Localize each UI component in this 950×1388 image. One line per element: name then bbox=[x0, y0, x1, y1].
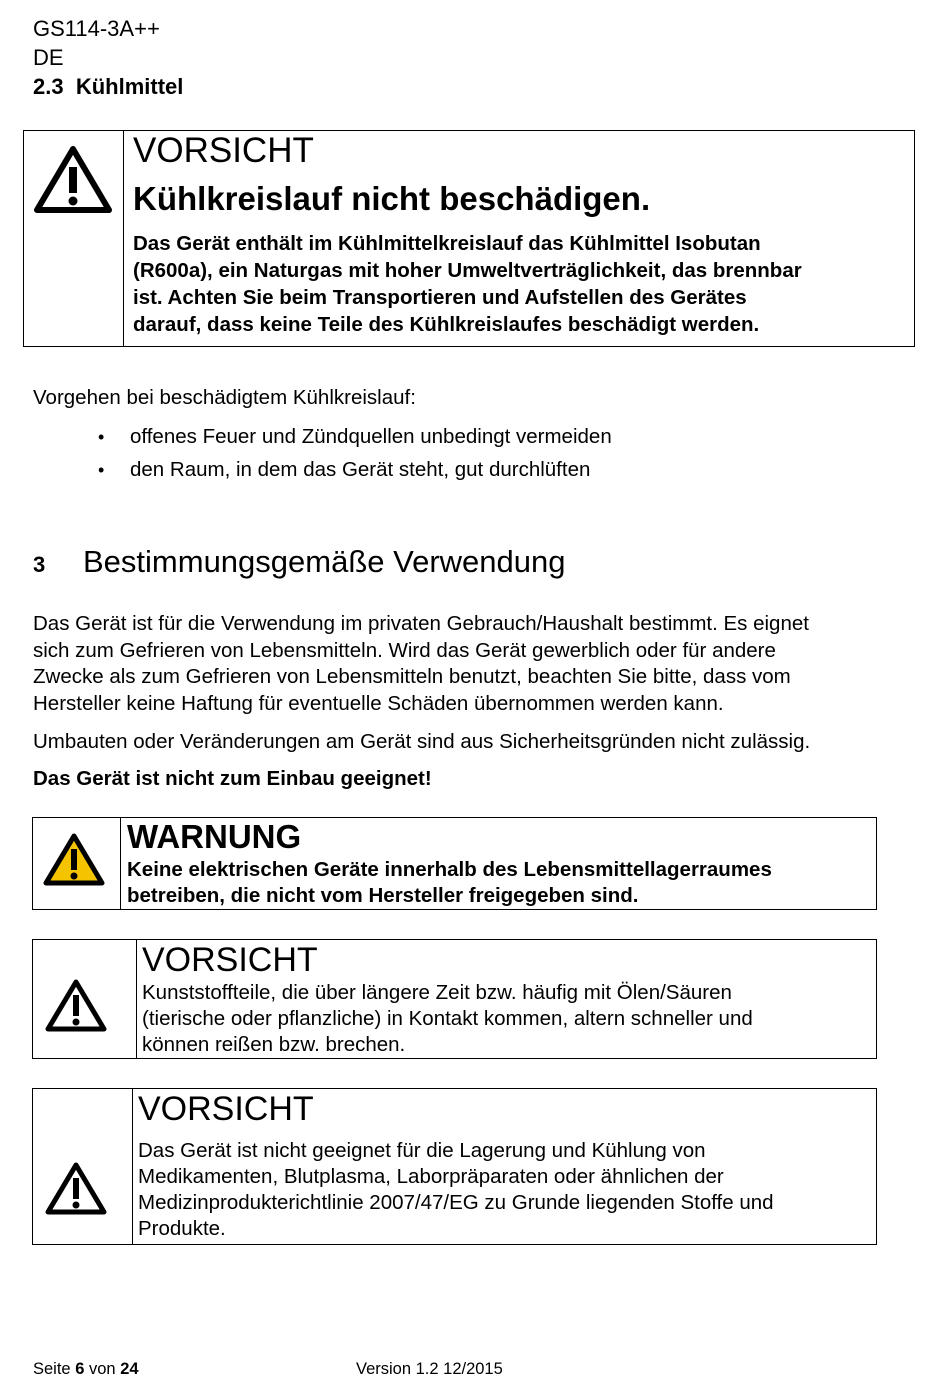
section-number: 2.3 bbox=[33, 74, 64, 99]
caution-text-line: Produkte. bbox=[138, 1217, 226, 1240]
caution-box-refrigerant bbox=[23, 130, 915, 347]
warning-triangle-icon bbox=[45, 1161, 107, 1215]
caution-box-medical bbox=[32, 1088, 877, 1245]
paragraph-line: Zwecke als zum Gefrieren von Lebensmitteln benutzt, beachten Sie bitte, dass vom bbox=[33, 665, 791, 688]
caution-text-line: Medikamenten, Blutplasma, Laborpräparaten oder ähnlichen der bbox=[138, 1165, 724, 1188]
warning-text-line: betreiben, die nicht vom Hersteller freigegeben sind. bbox=[127, 884, 639, 907]
page-number: Seite 6 von 24 bbox=[33, 1360, 139, 1378]
header-model: GS114-3A++ bbox=[33, 16, 160, 41]
caution-subtitle: Kühlkreislauf nicht beschädigen. bbox=[133, 180, 651, 217]
icon-cell bbox=[33, 1089, 133, 1244]
caution-title: VORSICHT bbox=[142, 941, 318, 979]
bullet-icon: • bbox=[98, 427, 105, 447]
section-heading-2-3 bbox=[33, 74, 183, 100]
icon-cell bbox=[33, 940, 137, 1058]
caution-text-line: Das Gerät ist nicht geeignet für die Lagerung und Kühlung von bbox=[138, 1139, 706, 1162]
icon-cell bbox=[33, 818, 121, 909]
warning-title: WARNUNG bbox=[127, 818, 302, 855]
warning-triangle-icon bbox=[43, 832, 105, 886]
warning-box bbox=[32, 817, 877, 910]
list-item: offenes Feuer und Zündquellen unbedingt vermeiden bbox=[130, 425, 612, 448]
paragraph-not-built-in: Das Gerät ist nicht zum Einbau geeignet! bbox=[33, 767, 432, 790]
caution-text-line: können reißen bzw. brechen. bbox=[142, 1033, 406, 1056]
caution-title: VORSICHT bbox=[133, 131, 314, 170]
warning-text-line: Keine elektrischen Geräte innerhalb des Lebensmittellagerraumes bbox=[127, 858, 772, 881]
section-number-3: 3 bbox=[33, 552, 46, 577]
paragraph-modifications: Umbauten oder Veränderungen am Gerät sind aus Sicherheitsgründen nicht zulässig. bbox=[33, 730, 811, 753]
procedure-intro: Vorgehen bei beschädigtem Kühlkreislauf: bbox=[33, 386, 416, 409]
warning-triangle-icon bbox=[45, 978, 107, 1032]
document-version: Version 1.2 12/2015 bbox=[356, 1360, 503, 1378]
paragraph-line: Das Gerät ist für die Verwendung im privaten Gebrauch/Haushalt bestimmt. Es eignet bbox=[33, 612, 809, 635]
section-title: Kühlmittel bbox=[75, 74, 184, 99]
header-lang: DE bbox=[33, 45, 64, 70]
caution-text-line: Medizinprodukterichtlinie 2007/47/EG zu Grunde liegenden Stoffe und bbox=[138, 1191, 774, 1214]
caution-text-line: Das Gerät enthält im Kühlmittelkreislauf das Kühlmittel Isobutan bbox=[133, 232, 761, 255]
caution-text-line: Kunststoffteile, die über längere Zeit bzw. häufig mit Ölen/Säuren bbox=[142, 981, 732, 1004]
caution-text-line: (tierische oder pflanzliche) in Kontakt kommen, altern schneller und bbox=[142, 1007, 753, 1030]
caution-text-line: ist. Achten Sie beim Transportieren und Aufstellen des Gerätes bbox=[133, 286, 747, 309]
paragraph-line: Hersteller keine Haftung für eventuelle Schäden übernommen werden kann. bbox=[33, 692, 724, 715]
paragraph-line: sich zum Gefrieren von Lebensmitteln. Wird das Gerät gewerblich oder für andere bbox=[33, 639, 776, 662]
bullet-icon: • bbox=[98, 460, 105, 480]
caution-text-line: (R600a), ein Naturgas mit hoher Umweltverträglichkeit, das brennbar bbox=[133, 259, 802, 282]
section-title-3: Bestimmungsgemäße Verwendung bbox=[83, 544, 566, 579]
list-item: den Raum, in dem das Gerät steht, gut durchlüften bbox=[130, 458, 591, 481]
warning-triangle-icon bbox=[34, 145, 112, 213]
caution-box-plastic bbox=[32, 939, 877, 1059]
caution-text-line: darauf, dass keine Teile des Kühlkreislaufes beschädigt werden. bbox=[133, 313, 760, 336]
caution-title: VORSICHT bbox=[138, 1090, 314, 1128]
icon-cell bbox=[24, 131, 124, 346]
